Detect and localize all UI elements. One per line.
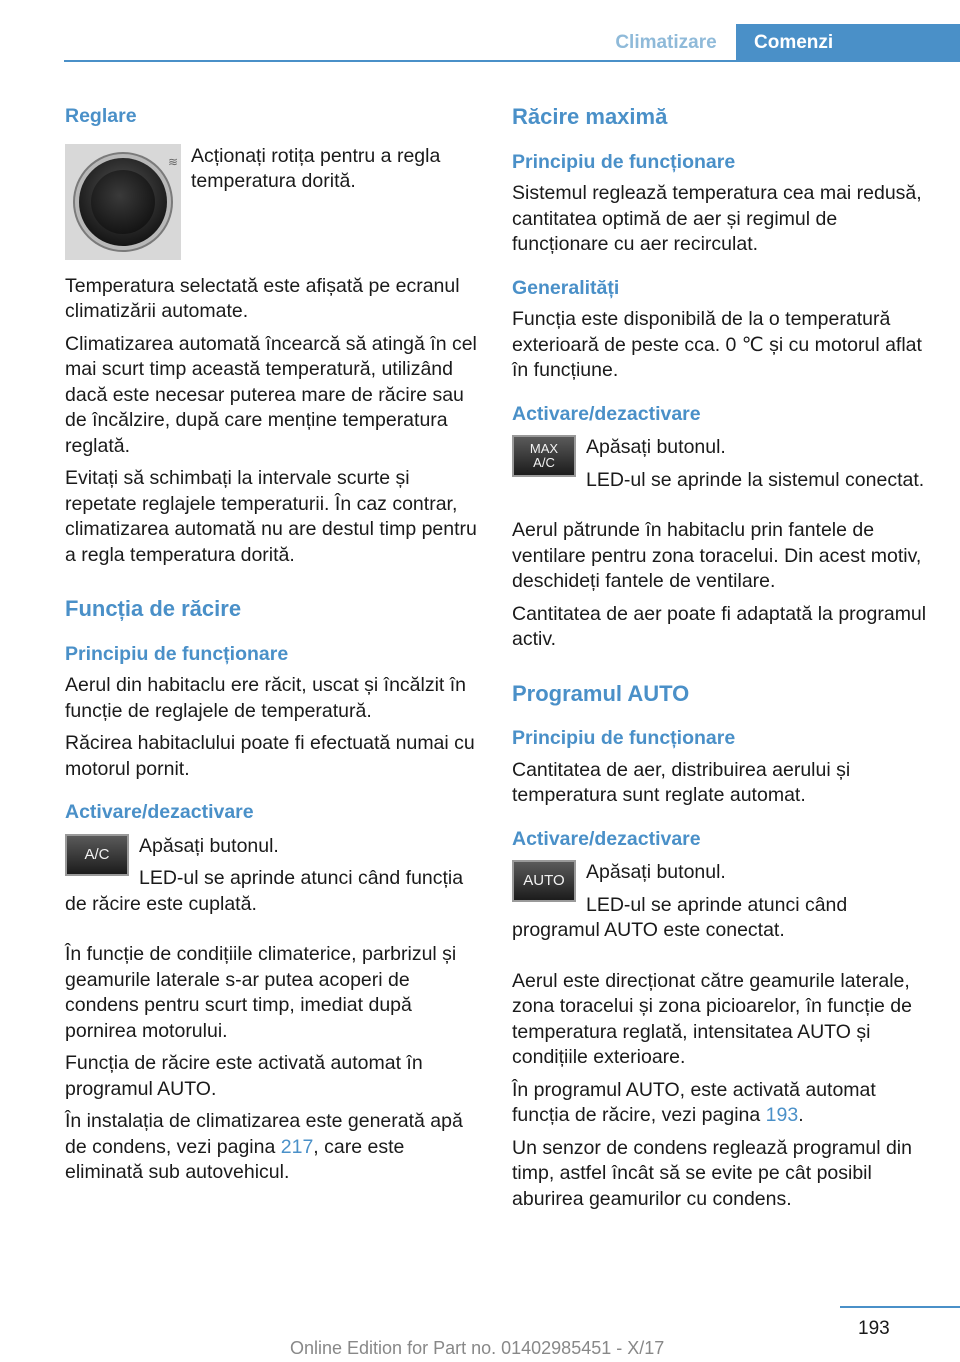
paragraph: Răcirea habitaclului poate fi efectuată numai cu motorul pornit. bbox=[65, 732, 475, 780]
footer-divider bbox=[840, 1306, 960, 1308]
left-column bbox=[65, 100, 481, 1193]
paragraph: Cantitatea de aer poate fi adaptată la programul activ. bbox=[512, 602, 927, 650]
press-button-text: Apăsați butonul. bbox=[586, 436, 726, 458]
temperature-knob-image bbox=[65, 144, 181, 260]
max-ac-button-label bbox=[530, 442, 558, 470]
knob-block bbox=[65, 144, 481, 274]
edition-text: Online Edition for Part no. 01402985451 - X/17 bbox=[290, 1338, 665, 1358]
led-text: LED-ul se aprinde atunci când funcția de răcire este cuplată. bbox=[65, 867, 464, 915]
paragraph: Aerul este direcționat către geamurile laterale, zona toracelui și zona picioarelor, în funcție de temperatura reglată, intensitatea AUTO și condițiile exterioare. bbox=[512, 969, 912, 1068]
text-span: , care este eliminată sub autovehicul. bbox=[65, 1135, 405, 1183]
ac-label: A/C bbox=[533, 455, 555, 470]
paragraph: Funcția de răcire este activată automat în programul AUTO. bbox=[65, 1052, 423, 1100]
cooling-heading: Funcția de răcire bbox=[65, 596, 242, 621]
reglare-heading: Reglare bbox=[65, 105, 137, 127]
auto-button-block bbox=[512, 860, 928, 951]
tab-comenzi[interactable]: Comenzi bbox=[736, 24, 960, 62]
paragraph: Sistemul reglează temperatura cea mai redusă, cantitatea optimă de aer și regimul de funcționare cu aer recirculat. bbox=[512, 182, 922, 255]
paragraph: În funcție de condițiile climaterice, parbrizul și geamurile laterale s-ar putea acoperi de condens pentru scurt timp, imediat după pornirea motorului. bbox=[65, 943, 457, 1042]
ac-button-block bbox=[65, 834, 481, 925]
paragraph bbox=[512, 1078, 928, 1129]
max-ac-button-image bbox=[512, 435, 576, 477]
press-button-text: Apăsați butonul. bbox=[586, 861, 726, 883]
led-text: LED-ul se aprinde la sistemul conectat. bbox=[586, 468, 925, 491]
heat-icon: ≋ bbox=[167, 154, 177, 169]
text-span: În programul AUTO, este activată automat funcția de răcire, vezi pagina bbox=[512, 1078, 876, 1126]
max-label: MAX bbox=[529, 441, 559, 456]
max-button-block bbox=[512, 435, 928, 500]
auto-button-image: AUTO bbox=[512, 860, 576, 902]
activation-heading: Activare/dezactivare bbox=[65, 801, 254, 823]
principle-heading: Principiu de funcționare bbox=[512, 150, 736, 173]
auto-program-heading: Programul AUTO bbox=[512, 680, 690, 706]
header-divider bbox=[64, 60, 960, 62]
right-column bbox=[512, 100, 928, 1219]
page-link-217[interactable]: 217 bbox=[280, 1135, 314, 1158]
page-number: 193 bbox=[858, 1318, 890, 1339]
knob-outer bbox=[79, 158, 167, 246]
tab-climatizare[interactable]: Climatizare bbox=[615, 32, 717, 53]
text-span: În instalația de climatizarea este generată apă de condens, vezi pagina bbox=[65, 1110, 463, 1158]
activation-heading: Activare/dezactivare bbox=[512, 827, 701, 850]
paragraph: Funcția este disponibilă de la o temperatură exterioară de peste cca. 0 ℃ și cu motorul aflat în funcțiune. bbox=[512, 308, 922, 381]
led-text: LED-ul se aprinde atunci când programul AUTO este conectat. bbox=[512, 893, 848, 941]
press-button-text: Apăsați butonul. bbox=[139, 834, 279, 857]
paragraph: Temperatura selectată este afișată pe ecranul climatizării automate. bbox=[65, 274, 460, 322]
general-heading: Generalități bbox=[512, 276, 620, 299]
paragraph: Aerul pătrunde în habitaclu prin fantele de ventilare pentru zona toracelui. Din acest motiv, deschideți fantele de ventilare. bbox=[512, 519, 922, 592]
paragraph: Cantitatea de aer, distribuirea aerului și temperatura sunt reglate automat. bbox=[512, 758, 851, 806]
paragraph: Aerul din habitaclu ere răcit, uscat și încălzit în funcție de reglajele de temperatură. bbox=[65, 674, 467, 722]
max-cooling-heading: Răcire maximă bbox=[512, 104, 668, 129]
principle-heading: Principiu de funcționare bbox=[512, 727, 736, 749]
paragraph: Un senzor de condens reglează programul din timp, astfel încât să se evite pe cât posibil aburirea geamurilor cu condens. bbox=[512, 1136, 912, 1210]
paragraph bbox=[65, 1109, 481, 1186]
knob-inner bbox=[91, 170, 155, 234]
principle-heading: Principiu de funcționare bbox=[65, 642, 289, 665]
reglare-text: Acționați rotița pentru a regla temperatura dorită. bbox=[191, 144, 441, 192]
text-span: . bbox=[798, 1104, 804, 1126]
paragraph: Climatizarea automată încearcă să atingă în cel mai scurt timp această temperatură, utilizând dacă este necesar puterea mare de răcire sau de încălzire, după care menține temperatura reglată. bbox=[65, 332, 477, 457]
page-link-193[interactable]: 193 bbox=[765, 1104, 799, 1126]
ac-button-image: A/C bbox=[65, 834, 129, 876]
activation-heading: Activare/dezactivare bbox=[512, 402, 701, 425]
paragraph: Evitați să schimbați la intervale scurte și repetate reglajele temperaturii. În caz contrar, climatizarea automată nu are destul timp pentru a regla temperatura dorită. bbox=[65, 467, 477, 566]
